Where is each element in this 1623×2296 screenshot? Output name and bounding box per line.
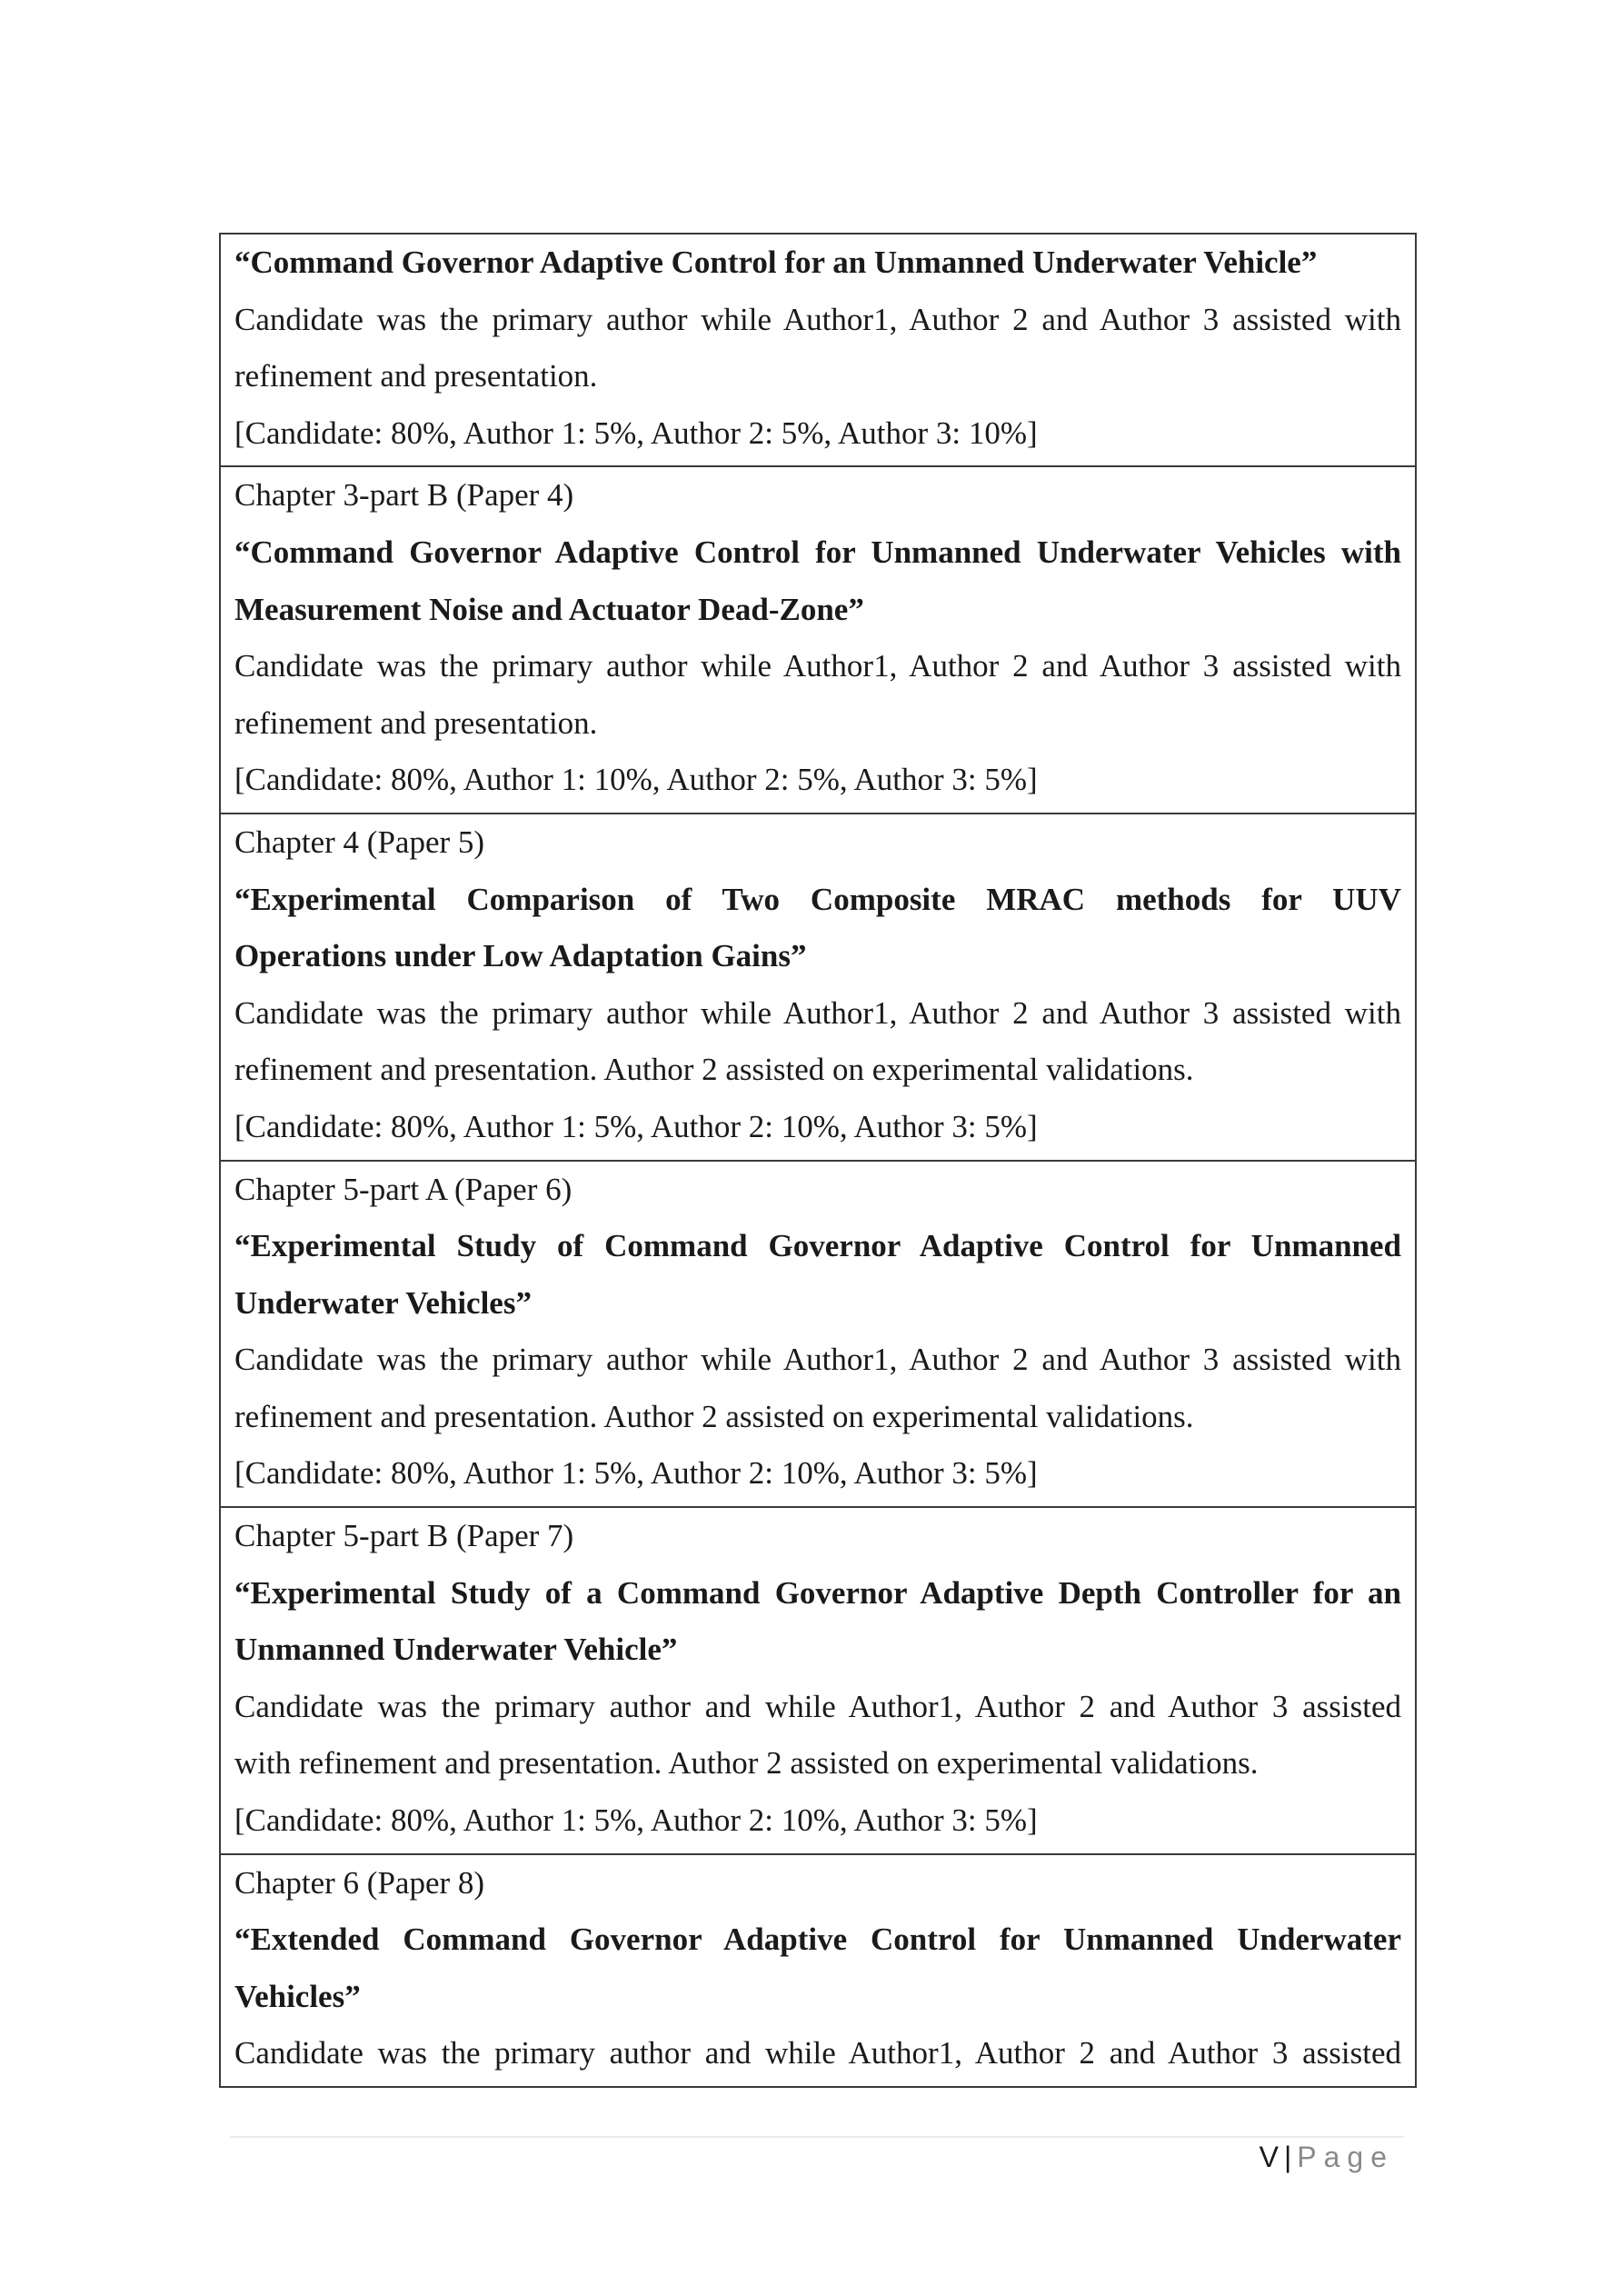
chapter-heading: Chapter 5-part A (Paper 6) (234, 1171, 573, 1207)
paper-entry-cell (220, 1854, 1416, 2087)
contribution-description-line: refinement and presentation. Author 2 assisted on experimental validations. (234, 1398, 1194, 1434)
paper-title-line: Measurement Noise and Actuator Dead-Zone” (234, 591, 864, 627)
contribution-table (219, 233, 1417, 2088)
paper-title-line: “Experimental Comparison of Two Composite MRAC methods for UUV (234, 881, 1401, 917)
page-separator: | (1283, 2141, 1292, 2173)
contribution-share: [Candidate: 80%, Author 1: 5%, Author 2: 5%, Author 3: 10%] (234, 414, 1038, 451)
chapter-heading: Chapter 4 (Paper 5) (234, 824, 485, 860)
paper-entry-cell (220, 1161, 1416, 1508)
contribution-share: [Candidate: 80%, Author 1: 5%, Author 2: 10%, Author 3: 5%] (234, 1802, 1038, 1839)
page-label: Page (1297, 2141, 1394, 2173)
paper-title-line: “Command Governor Adaptive Control for Unmanned Underwater Vehicles with (234, 534, 1401, 570)
chapter-heading: Chapter 6 (Paper 8) (234, 1864, 485, 1901)
contribution-share: [Candidate: 80%, Author 1: 5%, Author 2: 10%, Author 3: 5%] (234, 1108, 1038, 1144)
contribution-description-line: with refinement and presentation. Author 2 assisted on experimental validations. (234, 1745, 1259, 1782)
contribution-description-line: Candidate was the primary author and while Author1, Author 2 and Author 3 assisted (234, 1688, 1401, 1724)
table-row (220, 234, 1416, 466)
table-row (220, 466, 1416, 814)
page-number: V (1259, 2141, 1279, 2173)
paper-title-line: Unmanned Underwater Vehicle” (234, 1632, 678, 1668)
paper-entry-cell (220, 814, 1416, 1161)
footer-divider (230, 2136, 1404, 2138)
chapter-heading: Chapter 3-part B (Paper 4) (234, 477, 574, 514)
paper-entry-cell (220, 466, 1416, 814)
contribution-description-line: Candidate was the primary author and while Author1, Author 2 and Author 3 assisted (234, 2035, 1401, 2071)
contribution-table-body (220, 234, 1416, 2087)
contribution-description-line: Candidate was the primary author while Author1, Author 2 and Author 3 assisted with (234, 648, 1401, 684)
table-row (220, 1854, 1416, 2087)
contribution-share: [Candidate: 80%, Author 1: 10%, Author 2: 5%, Author 3: 5%] (234, 762, 1038, 798)
contribution-description-line: refinement and presentation. (234, 358, 598, 394)
contribution-share: [Candidate: 80%, Author 1: 5%, Author 2: 10%, Author 3: 5%] (234, 1455, 1038, 1492)
paper-title-line: Operations under Low Adaptation Gains” (234, 938, 807, 974)
paper-entry-cell (220, 234, 1416, 466)
paper-entry-cell (220, 1507, 1416, 1854)
contribution-description-line: refinement and presentation. (234, 704, 598, 741)
table-row (220, 814, 1416, 1161)
chapter-heading: Chapter 5-part B (Paper 7) (234, 1518, 574, 1554)
contribution-description-line: Candidate was the primary author while Author1, Author 2 and Author 3 assisted with (234, 1342, 1401, 1378)
table-row (220, 1161, 1416, 1508)
paper-title-line: Underwater Vehicles” (234, 1284, 532, 1321)
contribution-description-line: refinement and presentation. Author 2 assisted on experimental validations. (234, 1052, 1194, 1088)
paper-title-line: “Experimental Study of Command Governor Adaptive Control for Unmanned (234, 1228, 1401, 1264)
contribution-description-line: Candidate was the primary author while Author1, Author 2 and Author 3 assisted with (234, 994, 1401, 1031)
paper-title-line: “Extended Command Governor Adaptive Control for Unmanned Underwater (234, 1922, 1401, 1958)
table-row (220, 1507, 1416, 1854)
paper-title-line: “Command Governor Adaptive Control for an Unmanned Underwater Vehicle” (234, 245, 1318, 280)
paper-title-line: “Experimental Study of a Command Governor Adaptive Depth Controller for an (234, 1574, 1401, 1611)
page-footer (1260, 2134, 1394, 2180)
paper-title-line: Vehicles” (234, 1978, 361, 2014)
contribution-description-line: Candidate was the primary author while Author1, Author 2 and Author 3 assisted with (234, 301, 1401, 337)
